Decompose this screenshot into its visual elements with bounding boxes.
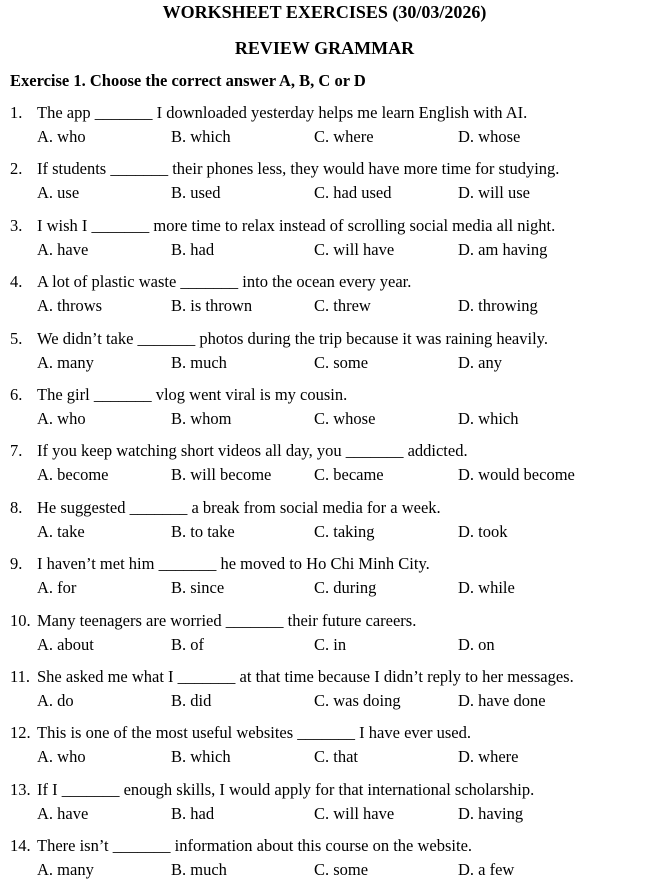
answer-option-c: C. that	[314, 747, 358, 767]
answer-option-b: B. to take	[171, 521, 235, 541]
answer-option-a: A. use	[37, 183, 80, 203]
question-text: Many teenagers are worried _______ their future careers.	[37, 610, 417, 630]
answer-option-c: C. will have	[314, 803, 395, 823]
question-item	[0, 836, 649, 886]
answer-option-b: B. had	[171, 239, 215, 259]
answer-options	[0, 353, 649, 373]
answer-option-b: B. which	[171, 127, 231, 146]
question-item	[0, 329, 649, 379]
answer-option-d: D. which	[458, 409, 519, 428]
answer-options	[0, 578, 649, 598]
answer-options	[0, 465, 649, 485]
answer-options	[0, 409, 649, 429]
answer-option-d: D. where	[458, 747, 519, 767]
question-item	[0, 723, 649, 773]
answer-option-d: D. any	[458, 352, 502, 372]
answer-option-b: B. much	[171, 352, 227, 372]
question-number: 11.	[10, 667, 31, 686]
answer-option-a: A. do	[37, 691, 74, 710]
answer-option-d: D. would become	[458, 465, 575, 485]
question-item	[0, 554, 649, 604]
answer-option-d: D. while	[458, 578, 515, 598]
answer-option-a: A. who	[37, 747, 86, 767]
answer-option-b: B. which	[171, 747, 231, 767]
worksheet-subtitle: REVIEW GRAMMAR	[234, 38, 415, 58]
answer-option-c: C. some	[314, 352, 369, 372]
answer-option-d: D. whose	[458, 127, 521, 146]
answer-option-c: C. was doing	[314, 691, 401, 710]
answer-option-a: A. for	[37, 578, 77, 598]
answer-options	[0, 522, 649, 542]
answer-options	[0, 747, 649, 767]
question-text: We didn’t take _______ photos during the trip because it was raining heavily.	[37, 328, 548, 348]
answer-options	[0, 804, 649, 824]
question-item	[0, 385, 649, 435]
answer-option-c: C. will have	[314, 239, 395, 259]
answer-option-c: C. some	[314, 860, 369, 880]
question-number: 7.	[10, 441, 23, 461]
answer-option-c: C. became	[314, 465, 384, 485]
worksheet-title: WORKSHEET EXERCISES (30/03/2026)	[162, 2, 487, 22]
answer-option-a: A. many	[37, 860, 94, 880]
answer-option-c: C. whose	[314, 409, 376, 428]
question-text: She asked me what I _______ at that time because I didn’t reply to her messages.	[37, 667, 574, 686]
answer-option-a: A. throws	[37, 296, 103, 316]
question-number: 5.	[10, 328, 23, 348]
question-text: The girl _______ vlog went viral is my cousin.	[37, 385, 348, 404]
question-text: I haven’t met him _______ he moved to Ho Chi Minh City.	[37, 554, 430, 574]
question-item	[0, 667, 649, 717]
question-number: 6.	[10, 385, 23, 404]
answer-option-b: B. is thrown	[171, 296, 253, 316]
answer-option-d: D. having	[458, 803, 524, 823]
answer-option-c: C. had used	[314, 183, 392, 203]
question-number: 2.	[10, 159, 23, 179]
question-number: 14.	[10, 836, 31, 856]
question-text: If students _______ their phones less, they would have more time for studying.	[37, 159, 560, 179]
answer-option-b: B. since	[171, 578, 225, 598]
answer-option-c: C. where	[314, 127, 374, 146]
answer-option-a: A. have	[37, 803, 89, 823]
answer-option-c: C. threw	[314, 296, 371, 316]
answer-option-d: D. took	[458, 521, 508, 541]
answer-options	[0, 183, 649, 203]
question-item	[0, 103, 649, 153]
question-item	[0, 216, 649, 266]
question-text: He suggested _______ a break from social media for a week.	[37, 497, 441, 517]
question-number: 10.	[10, 610, 31, 630]
answer-option-c: C. taking	[314, 521, 375, 541]
answer-option-a: A. about	[37, 634, 94, 654]
question-item	[0, 780, 649, 830]
answer-options	[0, 860, 649, 880]
answer-option-a: A. many	[37, 352, 94, 372]
question-item	[0, 441, 649, 491]
exercise-heading: Exercise 1. Choose the correct answer A, B, C or D	[10, 71, 366, 90]
question-number: 9.	[10, 554, 23, 574]
question-text: I wish I _______ more time to relax instead of scrolling social media all night.	[37, 215, 556, 235]
answer-option-c: C. during	[314, 578, 377, 598]
question-item	[0, 272, 649, 322]
answer-options	[0, 635, 649, 655]
answer-option-b: B. used	[171, 183, 221, 203]
answer-option-d: D. a few	[458, 860, 515, 880]
question-number: 8.	[10, 497, 23, 517]
answer-option-a: A. take	[37, 521, 85, 541]
answer-option-c: C. in	[314, 634, 347, 654]
question-number: 12.	[10, 723, 31, 743]
answer-option-d: D. throwing	[458, 296, 538, 316]
question-text: If I _______ enough skills, I would apply for that international scholarship.	[37, 779, 535, 799]
question-text: The app _______ I downloaded yesterday helps me learn English with AI.	[37, 103, 528, 122]
question-item	[0, 498, 649, 548]
question-text: If you keep watching short videos all day, you _______ addicted.	[37, 441, 468, 461]
answer-option-a: A. have	[37, 239, 89, 259]
answer-option-b: B. much	[171, 860, 227, 880]
answer-option-d: D. will use	[458, 183, 530, 203]
answer-options	[0, 240, 649, 260]
question-number: 13.	[10, 779, 31, 799]
answer-option-b: B. did	[171, 691, 212, 710]
question-number: 3.	[10, 215, 23, 235]
answer-option-a: A. become	[37, 465, 109, 485]
answer-option-d: D. on	[458, 634, 495, 654]
answer-option-d: D. am having	[458, 239, 548, 259]
question-item	[0, 611, 649, 661]
answer-option-a: A. who	[37, 127, 86, 146]
answer-options	[0, 296, 649, 316]
answer-option-a: A. who	[37, 409, 86, 428]
question-item	[0, 159, 649, 209]
answer-option-d: D. have done	[458, 691, 546, 710]
question-text: This is one of the most useful websites _______ I have ever used.	[37, 723, 471, 743]
answer-option-b: B. had	[171, 803, 215, 823]
question-number: 1.	[10, 103, 23, 122]
answer-option-b: B. of	[171, 634, 204, 654]
answer-options	[0, 691, 649, 711]
answer-option-b: B. whom	[171, 409, 232, 428]
question-text: A lot of plastic waste _______ into the ocean every year.	[37, 272, 412, 292]
answer-option-b: B. will become	[171, 465, 272, 485]
answer-options	[0, 127, 649, 147]
question-number: 4.	[10, 272, 23, 292]
question-text: There isn’t _______ information about this course on the website.	[37, 836, 473, 856]
